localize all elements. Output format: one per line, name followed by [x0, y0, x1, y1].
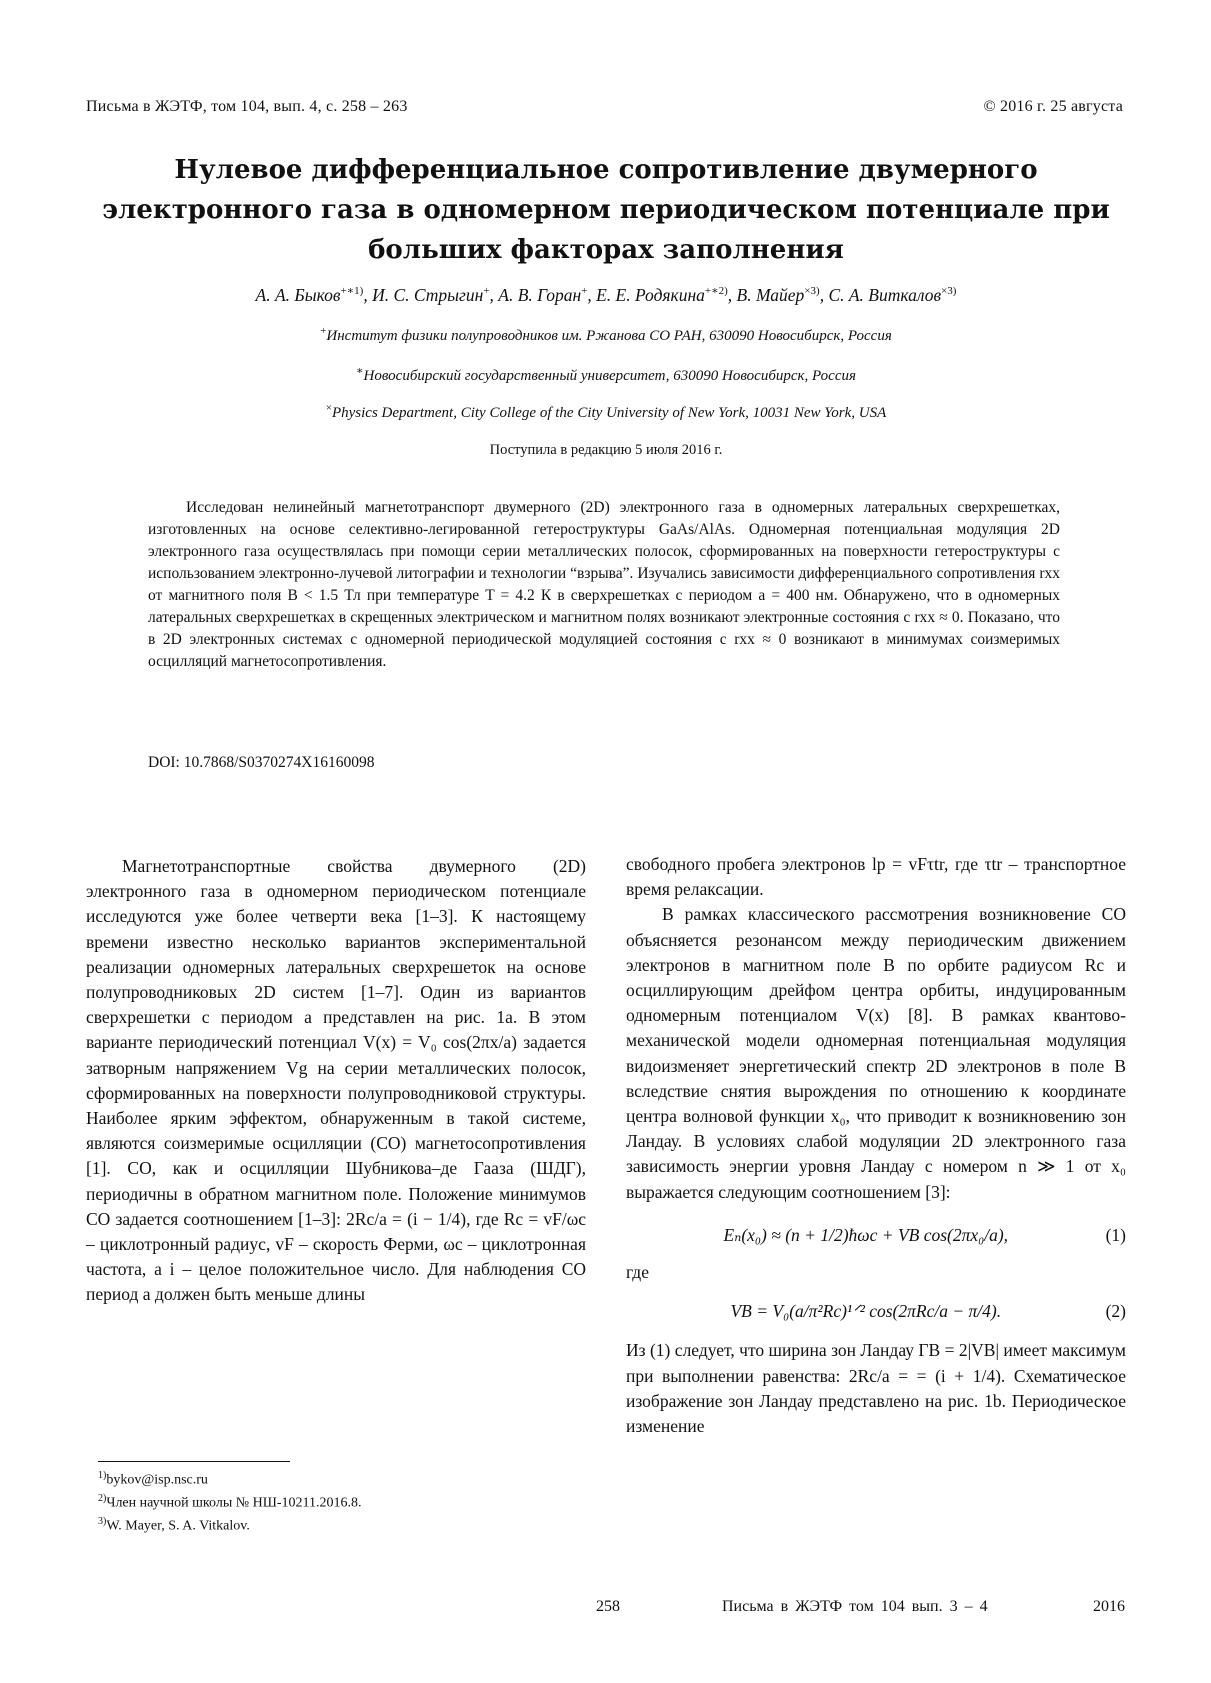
title-line-3: больших факторах заполнения: [368, 235, 844, 265]
author-name: В. Майер: [736, 284, 805, 305]
page-number: 258: [596, 1598, 620, 1615]
abstract: Исследован нелинейный магнетотранспорт двумерного (2D) электронного газа в одномерных латеральных сверхрешетках, изготовленных на основе селективно-легированной гетероструктуры GaAs/AlAs. Одномерная потенциальная модуляция 2D электронного газа осуществлялась при помощи серии металлических полосок, сформированных на поверхности гетероструктуры с использованием электронно-лучевой литографии и технологии “взрыва”. Изучались зависимости дифференциального сопротивления rxx от магнитного поля B < 1.5 Тл при температуре T = 4.2 К в сверхрешетках с периодом a = 400 нм. Обнаружено, что в одномерных латеральных сверхрешетках в скрещенных электрическом и магнитном полях возникают электронные состояния с rxx ≈ 0. Показано, что в 2D электронных системах с одномерной периодической модуляцией состояния с rxx ≈ 0 возникают в минимумах соизмеримых осцилляций магнетосопротивления.: [148, 499, 1060, 670]
equation-body: VB = V₀(a/π²Rc)¹ᐟ² cos(2πRc/a − π/4).: [730, 1301, 1002, 1322]
footnote-mark: 2): [98, 1493, 107, 1504]
author-name: А. А. Быков: [255, 284, 341, 305]
affiliation-text: Новосибирский государственный университет, 630090 Новосибирск, Россия: [363, 368, 856, 384]
body-column-right: [626, 852, 1126, 1439]
footnote-mark: 3): [98, 1516, 107, 1527]
equation-2: [626, 1299, 1126, 1324]
affiliation-2: [86, 364, 1126, 385]
affiliation-mark: ∗: [356, 365, 364, 377]
author-marks: +: [581, 285, 588, 297]
author-marks: ×3): [804, 285, 820, 297]
footnote-text: bykov@isp.nsc.ru: [106, 1472, 208, 1488]
footer-year: 2016: [1093, 1598, 1125, 1615]
equation-number: (1): [1105, 1224, 1126, 1245]
equation-body: Eₙ(x₀) ≈ (n + 1/2)ħωc + VB cos(2πx₀/a),: [723, 1224, 1009, 1245]
author-name: Е. Е. Родякина: [596, 284, 705, 305]
author-marks: +: [483, 285, 490, 297]
footnote-2: [98, 1493, 361, 1512]
equation-number: (2): [1105, 1301, 1126, 1322]
title-line-2: электронного газа в одномерном периодическом потенциале при: [102, 195, 1110, 225]
footnote-mark: 1): [98, 1470, 107, 1481]
footnote-1: [98, 1470, 208, 1489]
equation-1: [626, 1223, 1126, 1248]
affiliation-text: Physics Department, City College of the City University of New York, 10031 New York, USA: [331, 405, 887, 421]
paragraph: Магнетотранспортные свойства двумерного (2D) электронного газа в одномерном периодическом потенциале исследуются уже более четверти века [1–3]. К настоящему времени известно несколько вариантов экспериментальной реализации одномерных латеральных сверхрешеток на основе полупроводниковых 2D систем [1–7]. Один из вариантов сверхрешетки с периодом a представлен на рис. 1a. В этом варианте периодический потенциал V(x) = V₀ cos(2πx/a) задается затворным напряжением Vg на серии металлических полосок, сформированных на поверхности полупроводниковой структуры. Наиболее ярким эффектом, обнаруженным в такой системе, являются соизмеримые осцилляции (СО) магнетосопротивления [1]. СО, как и осцилляции Шубникова–де Гааза (ШДГ), периодичны в обратном магнитном поле. Положение минимумов СО задается соотношением [1–3]: 2Rc/a = (i − 1/4), где Rc = vF/ωc – циклотронный радиус, vF – скорость Ферми, ωc – циклотронная частота, a i – целое положительное число. Для наблюдения СО период a должен быть меньше длины: [86, 856, 586, 1305]
received-date: Поступила в редакцию 5 июля 2016 г.: [489, 442, 723, 458]
paragraph: В рамках классического рассмотрения возникновение СО объясняется резонансом между периодическим движением электронов в магнитном поле B по орбите радиусом Rc и осциллирующим дрейфом центра орбиты, индуцированным одномерным потенциалом V(x) [8]. В рамках квантово-механической модели одномерная потенциальная модуляция видоизменяет энергетический спектр 2D электронов в поле B вследствие снятия вырождения по отношению к координате центра волновой функции x₀, что приводит к возникновению зон Ландау. В условиях слабой модуляции 2D электронного газа зависимость энергии уровня Ландау с номером n ≫ 1 от x₀ выражается следующим соотношением [3]:: [626, 904, 1126, 1202]
author-marks: +∗2): [704, 285, 728, 297]
paragraph: свободного пробега электронов lp = vFτtr, где τtr – транспортное время релаксации.: [626, 854, 1126, 900]
author-marks: ×3): [941, 285, 957, 297]
author-name: И. С. Стрыгин: [372, 284, 484, 305]
author-name: С. А. Виткалов: [828, 284, 942, 305]
affiliation-1: [86, 325, 1126, 345]
footer-journal: Письма в ЖЭТФ том 104 вып. 3 – 4: [722, 1598, 988, 1615]
title-line-1: Нулевое дифференциальное сопротивление двумерного: [174, 155, 1038, 185]
author-marks: +∗1): [340, 285, 364, 297]
footnote-text: W. Mayer, S. A. Vitkalov.: [106, 1518, 250, 1534]
author-name: А. В. Горан: [498, 284, 582, 305]
author-list: А. А. Быков$^{+∗1)}$, И. С. Стрыгин+, А. В. Горан+, Е. Е. Родякина$^{+∗2)}$, В. Майер$^{\times 3)}$, С. А. Виткалов$^{\times 3)}$: [255, 284, 957, 305]
article-title: [86, 150, 1126, 270]
footnote-text: Член научной школы № НШ-10211.2016.8.: [106, 1495, 362, 1511]
paragraph: Из (1) следует, что ширина зон Ландау ΓB = 2|VB| имеет максимум при выполнении равенства: 2Rc/a = = (i + 1/4). Схематическое изображение зон Ландау представлено на рис. 1b. Периодическое изменение: [626, 1340, 1126, 1437]
body-column-left: [86, 854, 586, 1308]
affiliation-3: [86, 402, 1126, 422]
affiliation-text: Институт физики полупроводников им. Ржанова СО РАН, 630090 Новосибирск, Россия: [326, 328, 892, 344]
doi: DOI: 10.7868/S0370274X16160098: [148, 754, 375, 771]
affiliation-mark: ×: [325, 402, 332, 414]
running-header-right: © 2016 г. 25 августа: [983, 98, 1123, 115]
affiliation-mark: +: [320, 325, 327, 337]
footnote-divider: [98, 1461, 290, 1462]
running-header-left: Письма в ЖЭТФ, том 104, вып. 4, с. 258 – 263: [86, 98, 408, 115]
footnote-3: [98, 1516, 250, 1535]
paragraph: где: [626, 1262, 649, 1283]
